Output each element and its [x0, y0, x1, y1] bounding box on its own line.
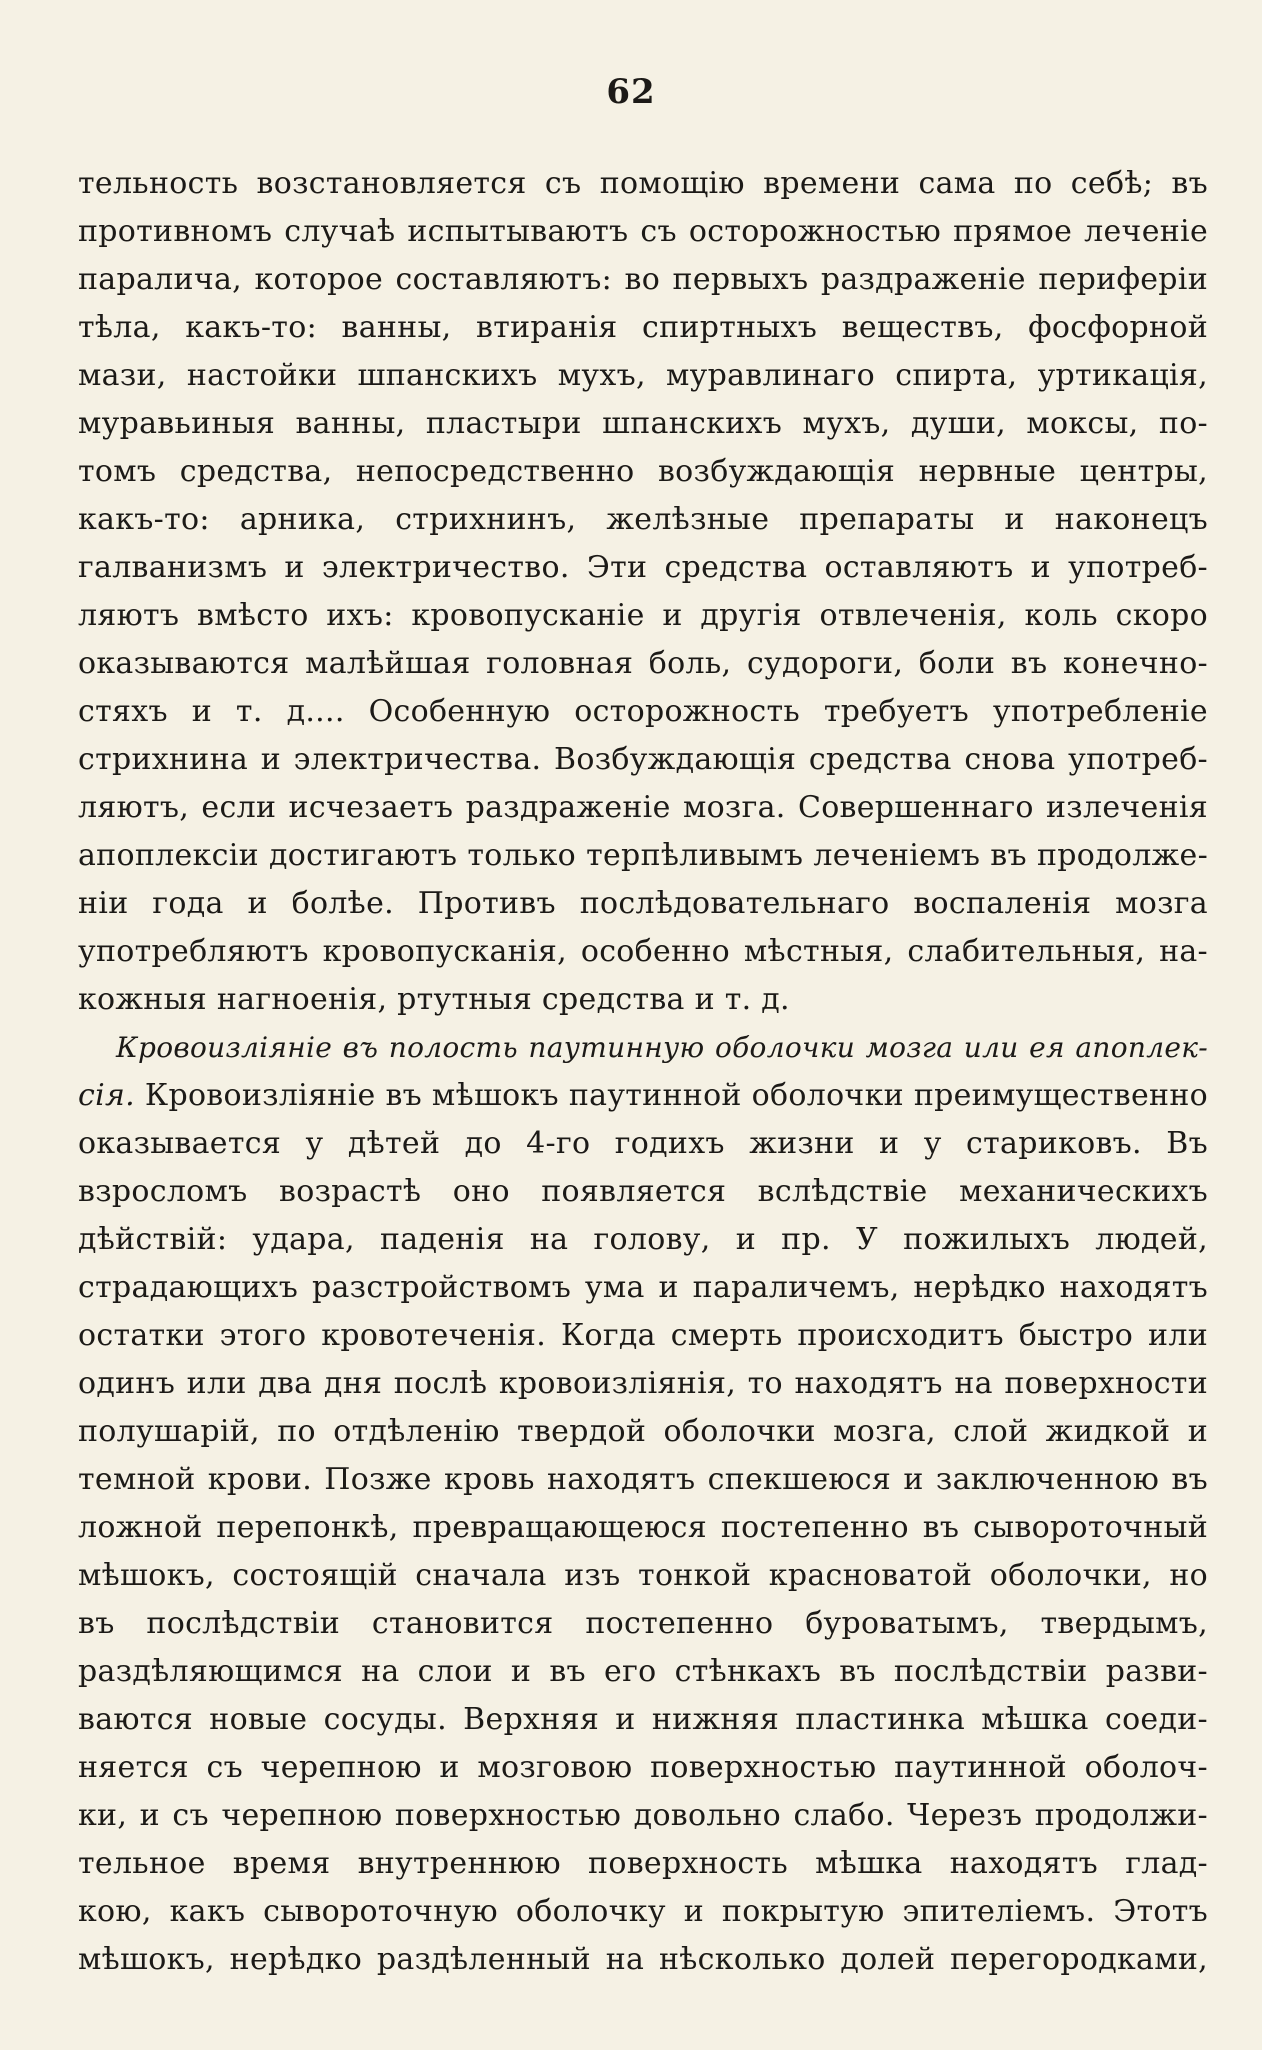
- text-line: тельное время внутреннюю поверхность мѣшка находятъ глад-: [78, 1846, 1208, 1881]
- text-line: взросломъ возрастѣ оно появляется вслѣдствіе механическихъ: [78, 1174, 1208, 1209]
- section-heading-continuation: сія.: [78, 1078, 135, 1113]
- text-line: кожныя нагноенія, ртутныя средства и т. д.: [78, 982, 790, 1017]
- text-line: одинъ или два дня послѣ кровоизліянія, то находятъ на поверхности: [78, 1366, 1208, 1401]
- text-line: ложной перепонкѣ, превращающеюся постепенно въ сывороточный: [78, 1510, 1208, 1545]
- text-line: [78, 1072, 1208, 1120]
- text-line: какъ-то: арника, стрихнинъ, желѣзные препараты и наконецъ: [78, 502, 1208, 537]
- text-line: ляютъ вмѣсто ихъ: кровопусканіе и другія отвлеченія, коль скоро: [78, 598, 1208, 633]
- text-line: оказываются малѣйшая головная боль, судороги, боли въ конечно-: [78, 646, 1208, 681]
- text-line: няется съ черепною и мозговою поверхностью паутинной оболоч-: [78, 1750, 1208, 1785]
- text-line: въ послѣдствіи становится постепенно буроватымъ, твердымъ,: [78, 1606, 1208, 1641]
- page-number: 62: [606, 72, 656, 112]
- text-line: противномъ случаѣ испытываютъ съ осторожностью прямое леченіе: [78, 214, 1208, 249]
- text-line: паралича, которое составляютъ: во первыхъ раздраженіе периферіи: [78, 262, 1208, 297]
- text-line: ніи года и болѣе. Противъ послѣдовательнаго воспаленія мозга: [78, 886, 1208, 921]
- text-line: ваются новые сосуды. Верхняя и нижняя пластинка мѣшка соеди-: [78, 1702, 1208, 1737]
- text-line: полушарій, по отдѣленію твердой оболочки мозга, слой жидкой и: [78, 1414, 1208, 1449]
- text-line: стяхъ и т. д.... Особенную осторожность требуетъ употребленіе: [78, 694, 1208, 729]
- text-line: галванизмъ и электричество. Эти средства оставляютъ и употреб-: [78, 550, 1208, 585]
- text-block: [78, 160, 1208, 1984]
- text-line: оказывается у дѣтей до 4-го годихъ жизни и у стариковъ. Въ: [78, 1126, 1208, 1161]
- text-line: остатки этого кровотеченія. Когда смерть происходитъ быстро или: [78, 1318, 1208, 1353]
- text-line: муравьиныя ванны, пластыри шпанскихъ мухъ, души, моксы, по-: [78, 406, 1208, 441]
- text-line: мази, настойки шпанскихъ мухъ, муравлинаго спирта, уртикація,: [78, 358, 1208, 393]
- text-line: темной крови. Позже кровь находятъ спекшеюся и заключенною въ: [78, 1462, 1208, 1497]
- text-line: тельность возстановляется съ помощію времени сама по себѣ; въ: [78, 166, 1208, 201]
- text-line-rest: Кровоизліяніе въ мѣшокъ паутинной оболочки преимущественно: [144, 1078, 1208, 1113]
- text-line: томъ средства, непосредственно возбуждающія нервные центры,: [78, 454, 1208, 489]
- text-line: апоплексіи достигаютъ только терпѣливымъ леченіемъ въ продолже-: [78, 838, 1208, 873]
- text-line: употребляютъ кровопусканія, особенно мѣстныя, слабительныя, на-: [78, 934, 1208, 969]
- text-line: страдающихъ разстройствомъ ума и параличемъ, нерѣдко находятъ: [78, 1270, 1208, 1305]
- text-line: мѣшокъ, нерѣдко раздѣленный на нѣсколько долей перегородками,: [78, 1942, 1208, 1977]
- text-line: ки, и съ черепною поверхностью довольно слабо. Черезъ продолжи-: [78, 1798, 1208, 1833]
- text-line: тѣла, какъ-то: ванны, втиранія спиртныхъ веществъ, фосфорной: [78, 310, 1208, 345]
- text-line: мѣшокъ, состоящій сначала изъ тонкой красноватой оболочки, но: [78, 1558, 1208, 1593]
- text-line: раздѣляющимся на слои и въ его стѣнкахъ въ послѣдствіи разви-: [78, 1654, 1208, 1689]
- section-heading: Кровоизліяніе въ полость паутинную оболочки мозга или ея апоплек-: [116, 1031, 1208, 1064]
- text-line: кою, какъ сывороточную оболочку и покрытую эпителіемъ. Этотъ: [78, 1894, 1208, 1929]
- text-line: ляютъ, если исчезаетъ раздраженіе мозга. Совершеннаго излеченія: [78, 790, 1208, 825]
- text-line: стрихнина и электричества. Возбуждающія средства снова употреб-: [78, 742, 1208, 777]
- text-line: дѣйствій: удара, паденія на голову, и пр. У пожилыхъ людей,: [78, 1222, 1208, 1257]
